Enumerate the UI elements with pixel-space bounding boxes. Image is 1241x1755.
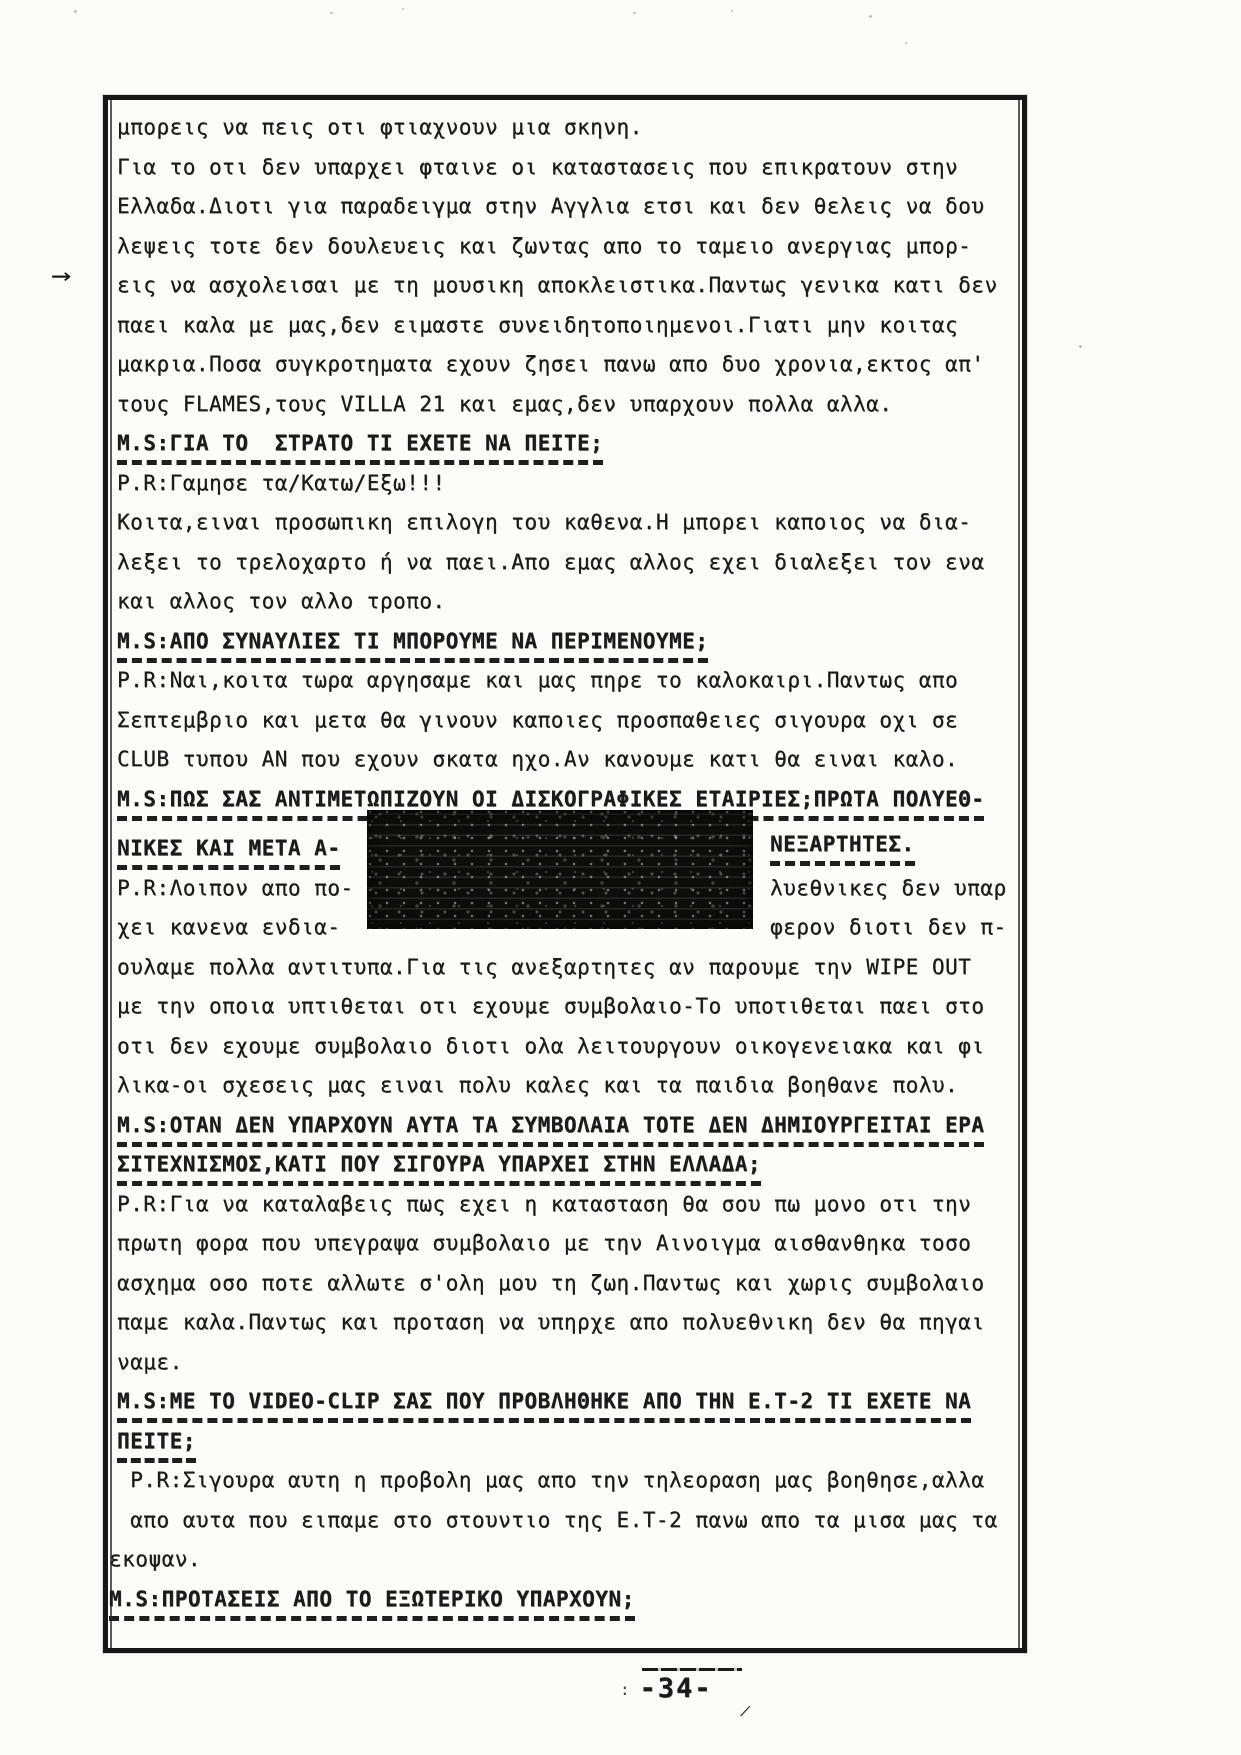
margin-arrow-marker: → xyxy=(50,260,72,291)
text-line: CLUB τυπου ΑΝ που εχουν σκατα ηχο.Αν κανουμε κατι θα ειναι καλο. xyxy=(117,747,959,771)
split-left-text: ΝΙΚΕΣ ΚΑΙ ΜΕΤΑ Α- xyxy=(117,833,340,870)
text-line: P.R:Σιγουρα αυτη η προβολη μας απο την τηλεοραση μας βοηθησε,αλλα xyxy=(117,1468,985,1492)
text-line: λεψεις τοτε δεν δουλευεις και ζωντας απο το ταμειο ανεργιας μπορ- xyxy=(117,233,972,258)
question-text: M.S:ΟΤΑΝ ΔΕΝ ΥΠΑΡΧΟΥΝ ΑΥΤΑ ΤΑ ΣΥΜΒΟΛΑΙΑ ΤΟΤΕ ΔΕΝ ΔΗΜΙΟΥΡΓΕΙΤΑΙ ΕΡΑ xyxy=(117,1110,984,1147)
scan-speck xyxy=(402,8,404,10)
question-text: M.S:ΠΩΣ ΣΑΣ ΑΝΤΙΜΕΤΩΠΙΖΟΥΝ ΟΙ ΔΙΣΚΟΓΡΑΦΙΚΕΣ ΕΤΑΙΡΙΕΣ;ΠΡΩΤΑ ΠΟΛΥΕΘ- xyxy=(117,784,984,821)
footer-rule xyxy=(642,1668,742,1671)
page-number: -34- xyxy=(639,1673,713,1704)
split-right-text: φερον διοτι δεν π- xyxy=(770,915,1007,939)
question-line xyxy=(117,622,1017,662)
split-left-text: P.R:Λοιπον απο πο- xyxy=(117,875,354,900)
question-line xyxy=(117,424,1017,464)
text-line: παει καλα με μας,δεν ειμαστε συνειδητοποιημενοι.Γιατι μην κοιτας xyxy=(117,312,959,337)
question-text: M.S:ΠΡΟΤΑΣΕΙΣ ΑΠΟ ΤΟ ΕΞΩΤΕΡΙΚΟ ΥΠΑΡΧΟΥΝ; xyxy=(109,1584,635,1621)
page-footer xyxy=(596,1668,756,1721)
text-line: τους FLAMES,τους VILLA 21 και εμας,δεν υπαρχουν πολλα αλλα. xyxy=(117,391,893,416)
split-left-text: χει κανενα ενδια- xyxy=(117,915,341,939)
frame-inner-line-left xyxy=(110,100,112,1648)
question-text: M.S:ΜΕ ΤΟ VIDEO-CLIP ΣΑΣ ΠΟΥ ΠΡΟΒΛΗΘΗΚΕ ΑΠΟ ΤΗΝ Ε.Τ-2 ΤΙ ΕΧΕΤΕ ΝΑ xyxy=(117,1386,971,1423)
text-line: απο αυτα που ειπαμε στο στουντιο της Ε.Τ-2 πανω απο τα μισα μας τα xyxy=(117,1507,998,1532)
redacted-image-block xyxy=(367,810,753,929)
footer-ink-mark: / xyxy=(738,1701,753,1721)
text-line: Για το οτι δεν υπαρχει φταινε οι καταστασεις που επικρατουν στην xyxy=(117,154,959,179)
text-line: πρωτη φορα που υπεγραψα συμβολαιο με την Αινοιγμα αισθανθηκα τοσο xyxy=(117,1231,972,1255)
split-right-text: ΝΕΞΑΡΤΗΤΕΣ. xyxy=(770,829,915,866)
text-line: εις να ασχολεισαι με τη μουσικη αποκλειστικα.Παντως γενικα κατι δεν xyxy=(117,273,998,297)
scan-speck xyxy=(869,15,872,18)
text-line: λεξει το τρελοχαρτο ή να παει.Απο εμας αλλος εχει διαλεξει τον ενα xyxy=(117,549,985,574)
text-line: και αλλος τον αλλο τροπο. xyxy=(117,589,446,613)
text-line: λικα-οι σχεσεις μας ειναι πολυ καλες και τα παιδια βοηθανε πολυ. xyxy=(117,1073,959,1097)
scan-speck xyxy=(633,12,636,14)
question-line xyxy=(117,1145,1017,1185)
text-line: μπορεις να πεις οτι φτιαχνουν μια σκηνη. xyxy=(117,115,643,139)
text-line: ασχημα οσο ποτε αλλωτε σ'ολη μου τη ζωη.Παντως και χωρις συμβολαιο xyxy=(117,1270,985,1295)
text-line: P.R:Γαμησε τα/Κατω/Εξω!!! xyxy=(117,470,446,495)
text-line: P.R:Ναι,κοιτα τωρα αργησαμε και μας πηρε το καλοκαιρι.Παντως απο xyxy=(117,668,959,692)
text-line: Σεπτεμβριο και μετα θα γινουν καποιες προσπαθειες σιγουρα οχι σε xyxy=(117,707,959,732)
page-frame xyxy=(103,95,1027,1653)
question-line xyxy=(117,1422,1017,1462)
scan-speck xyxy=(905,42,907,44)
scan-speck xyxy=(74,10,77,13)
scan-speck xyxy=(330,12,333,14)
text-line: Ελλαδα.Διοτι για παραδειγμα στην Αγγλια ετσι και δεν θελεις να δου xyxy=(117,194,985,218)
question-text: M.S:ΓΙΑ ΤΟ ΣΤΡΑΤΟ ΤΙ ΕΧΕΤΕ ΝΑ ΠΕΙΤΕ; xyxy=(117,428,603,465)
text-line: ναμε. xyxy=(117,1349,183,1374)
frame-inner-line-right xyxy=(1018,100,1020,1648)
question-text: M.S:ΑΠΟ ΣΥΝΑΥΛΙΕΣ ΤΙ ΜΠΟΡΟΥΜΕ ΝΑ ΠΕΡΙΜΕΝΟΥΜΕ; xyxy=(117,626,708,663)
scan-speck xyxy=(731,10,733,12)
scan-speck xyxy=(1079,345,1082,348)
text-line: P.R:Για να καταλαβεις πως εχει η κατασταση θα σου πω μονο οτι την xyxy=(117,1191,972,1216)
question-text: ΠΕΙΤΕ; xyxy=(117,1426,196,1463)
text-line: οτι δεν εχουμε συμβολαιο διοτι ολα λειτουργουν οικογενειακα και φι xyxy=(117,1033,985,1058)
text-line: Κοιτα,ειναι προσωπικη επιλογη του καθενα.Η μπορει καποιος να δια- xyxy=(117,510,972,534)
question-line xyxy=(117,1382,1017,1422)
split-right-text: λυεθνικες δεν υπαρ xyxy=(770,875,1007,900)
footer-ink-mark: : xyxy=(620,1680,630,1699)
text-line: παμε καλα.Παντως και προταση να υπηρχε απο πολυεθνικη δεν θα πηγαι xyxy=(117,1310,985,1334)
text-line: με την οποια υπτιθεται οτι εχουμε συμβολαιο-Το υποτιθεται παει στο xyxy=(117,994,985,1018)
question-line xyxy=(117,1106,1017,1146)
text-line: μακρια.Ποσα συγκροτηματα εχουν ζησει πανω απο δυο χρονια,εκτος απ' xyxy=(117,352,985,376)
question-text: ΣΙΤΕΧΝΙΣΜΟΣ,ΚΑΤΙ ΠΟΥ ΣΙΓΟΥΡΑ ΥΠΑΡΧΕΙ ΣΤΗΝ ΕΛΛΑΔΑ; xyxy=(117,1149,761,1186)
question-line xyxy=(109,1580,1017,1620)
text-line: ουλαμε πολλα αντιτυπα.Για τις ανεξαρτητες αν παρουμε την WIPE OUT xyxy=(117,954,972,979)
text-line: εκοψαν. xyxy=(109,1547,202,1571)
